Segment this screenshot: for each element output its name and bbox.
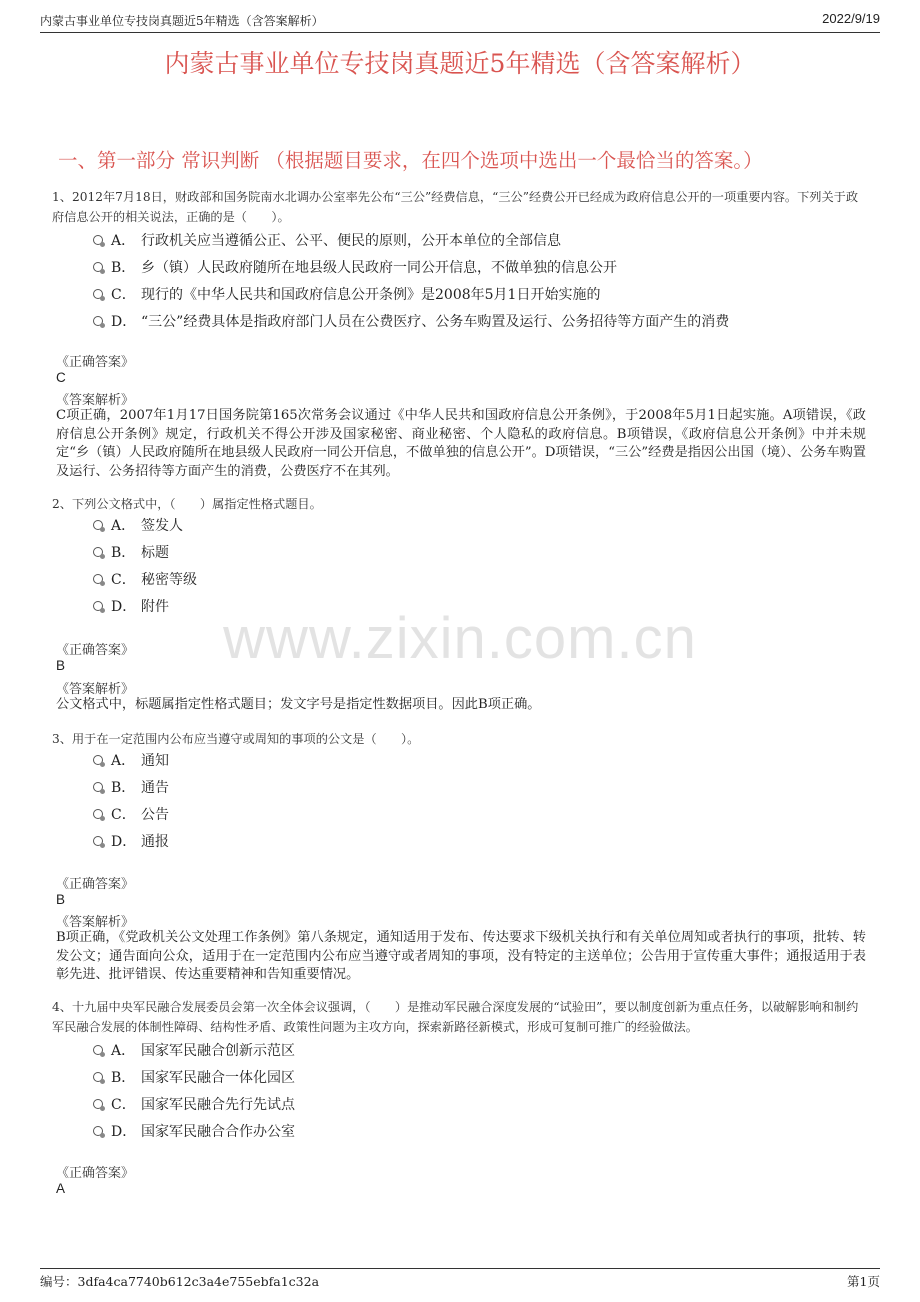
option-b[interactable]: B． 标题	[93, 538, 197, 565]
option-d[interactable]: D． 国家军民融合合作办公室	[93, 1117, 295, 1144]
question-2-answer: B	[56, 658, 66, 673]
question-2-stem: 2、下列公文格式中，（ ）属指定性格式题目。	[52, 497, 322, 511]
question-1-stem: 1、2012年7月18日，财政部和国务院南水北调办公室率先公布“三公”经费信息，“三公”经费公开已经成为政府信息公开的一项重要内容。下列关于政府信息公开的相关说法，正确的是（ ）。	[52, 190, 859, 224]
option-a[interactable]: A． 国家军民融合创新示范区	[93, 1036, 295, 1063]
option-d[interactable]: D． 附件	[93, 592, 197, 619]
option-c[interactable]: C． 国家军民融合先行先试点	[93, 1090, 295, 1117]
explanation-label: 《答案解析》	[56, 682, 135, 697]
header-date: 2022/9/19	[822, 11, 880, 26]
radio-icon[interactable]	[93, 1126, 103, 1136]
question-4-stem: 4、十九届中央军民融合发展委员会第一次全体会议强调，（ ）是推动军民融合深度发展的“试验田”，要以制度创新为重点任务，以破解影响和制约军民融合发展的体制性障碍、结构性矛盾、政策性问题为主攻方向，探索新路径新模式，形成可复制可推广的经验做法。	[52, 1000, 859, 1034]
radio-icon[interactable]	[93, 809, 103, 819]
option-c[interactable]: C． 公告	[93, 800, 169, 827]
document-title: 内蒙古事业单位专技岗真题近5年精选（含答案解析）	[164, 49, 756, 78]
radio-icon[interactable]	[93, 836, 103, 846]
option-c[interactable]: C． 秘密等级	[93, 565, 197, 592]
page-header	[40, 0, 880, 33]
explanation-label: 《答案解析》	[56, 393, 135, 408]
question-1-options	[93, 226, 729, 334]
radio-icon[interactable]	[93, 316, 103, 326]
section-heading: 一、第一部分 常识判断 （根据题目要求，在四个选项中选出一个最恰当的答案。）	[58, 149, 763, 172]
question-4-answer: A	[56, 1181, 66, 1196]
radio-icon[interactable]	[93, 235, 103, 245]
option-d[interactable]: D． 通报	[93, 827, 169, 854]
question-3-options	[93, 746, 169, 854]
option-b[interactable]: B． 通告	[93, 773, 169, 800]
option-c[interactable]: C． 现行的《中华人民共和国政府信息公开条例》是2008年5月1日开始实施的	[93, 280, 729, 307]
answer-label: 《正确答案》	[56, 643, 135, 658]
question-4-options	[93, 1036, 295, 1144]
option-a[interactable]: A． 通知	[93, 746, 169, 773]
explanation-label: 《答案解析》	[56, 915, 135, 930]
answer-label: 《正确答案》	[56, 1166, 135, 1181]
option-b[interactable]: B． 国家军民融合一体化园区	[93, 1063, 295, 1090]
radio-icon[interactable]	[93, 574, 103, 584]
question-1-explanation: C项正确，2007年1月17日国务院第165次常务会议通过《中华人民共和国政府信息公开条例》，于2008年5月1日起实施。A项错误，《政府信息公开条例》规定，行政机关不得公开涉及国家秘密、商业秘密、个人隐私的政府信息。B项错误，《政府信息公开条例》中并未规定“乡（镇）人民政府随所在地县级人民政府一同公开信息，不做单独的信息公开”。D项错误，“三公”经费是指因公出国（境）、公务车购置及运行、公务招待等方面产生的消费，公费医疗不在其列。	[56, 408, 866, 479]
watermark-text: www.zixin.com.cn	[223, 606, 697, 671]
footer-code: 编号：3dfa4ca7740b612c3a4e755ebfa1c32a	[40, 1274, 320, 1289]
radio-icon[interactable]	[93, 1099, 103, 1109]
option-a[interactable]: A． 签发人	[93, 511, 197, 538]
question-3-answer: B	[56, 892, 66, 907]
radio-icon[interactable]	[93, 520, 103, 530]
answer-label: 《正确答案》	[56, 355, 135, 370]
option-d[interactable]: D． “三公”经费具体是指政府部门人员在公费医疗、公务车购置及运行、公务招待等方面产生的消费	[93, 307, 729, 334]
radio-icon[interactable]	[93, 1072, 103, 1082]
radio-icon[interactable]	[93, 262, 103, 272]
header-doc-name: 内蒙古事业单位专技岗真题近5年精选（含答案解析）	[40, 14, 324, 28]
option-a[interactable]: A． 行政机关应当遵循公正、公平、便民的原则，公开本单位的全部信息	[93, 226, 729, 253]
question-3-stem: 3、用于在一定范围内公布应当遵守或周知的事项的公文是（ ）。	[52, 732, 420, 746]
radio-icon[interactable]	[93, 289, 103, 299]
question-2-options	[93, 511, 197, 619]
answer-label: 《正确答案》	[56, 877, 135, 892]
question-3-explanation: B项正确，《党政机关公文处理工作条例》第八条规定，通知适用于发布、传达要求下级机关执行和有关单位周知或者执行的事项，批转、转发公文；通告面向公众，适用于在一定范围内公布应当遵守或者周知的事项，没有特定的主送单位；公告用于宣传重大事件；通报适用于表彰先进、批评错误、传达重要精神和告知重要情况。	[56, 930, 866, 982]
radio-icon[interactable]	[93, 782, 103, 792]
footer-page-number: 第1页	[847, 1274, 880, 1289]
radio-icon[interactable]	[93, 755, 103, 765]
radio-icon[interactable]	[93, 601, 103, 611]
radio-icon[interactable]	[93, 547, 103, 557]
option-b[interactable]: B． 乡（镇）人民政府随所在地县级人民政府一同公开信息，不做单独的信息公开	[93, 253, 729, 280]
radio-icon[interactable]	[93, 1045, 103, 1055]
question-1-answer: C	[56, 370, 66, 385]
footer-divider	[40, 1268, 880, 1269]
question-2-explanation: 公文格式中，标题属指定性格式题目；发文字号是指定性数据项目。因此B项正确。	[56, 697, 541, 712]
